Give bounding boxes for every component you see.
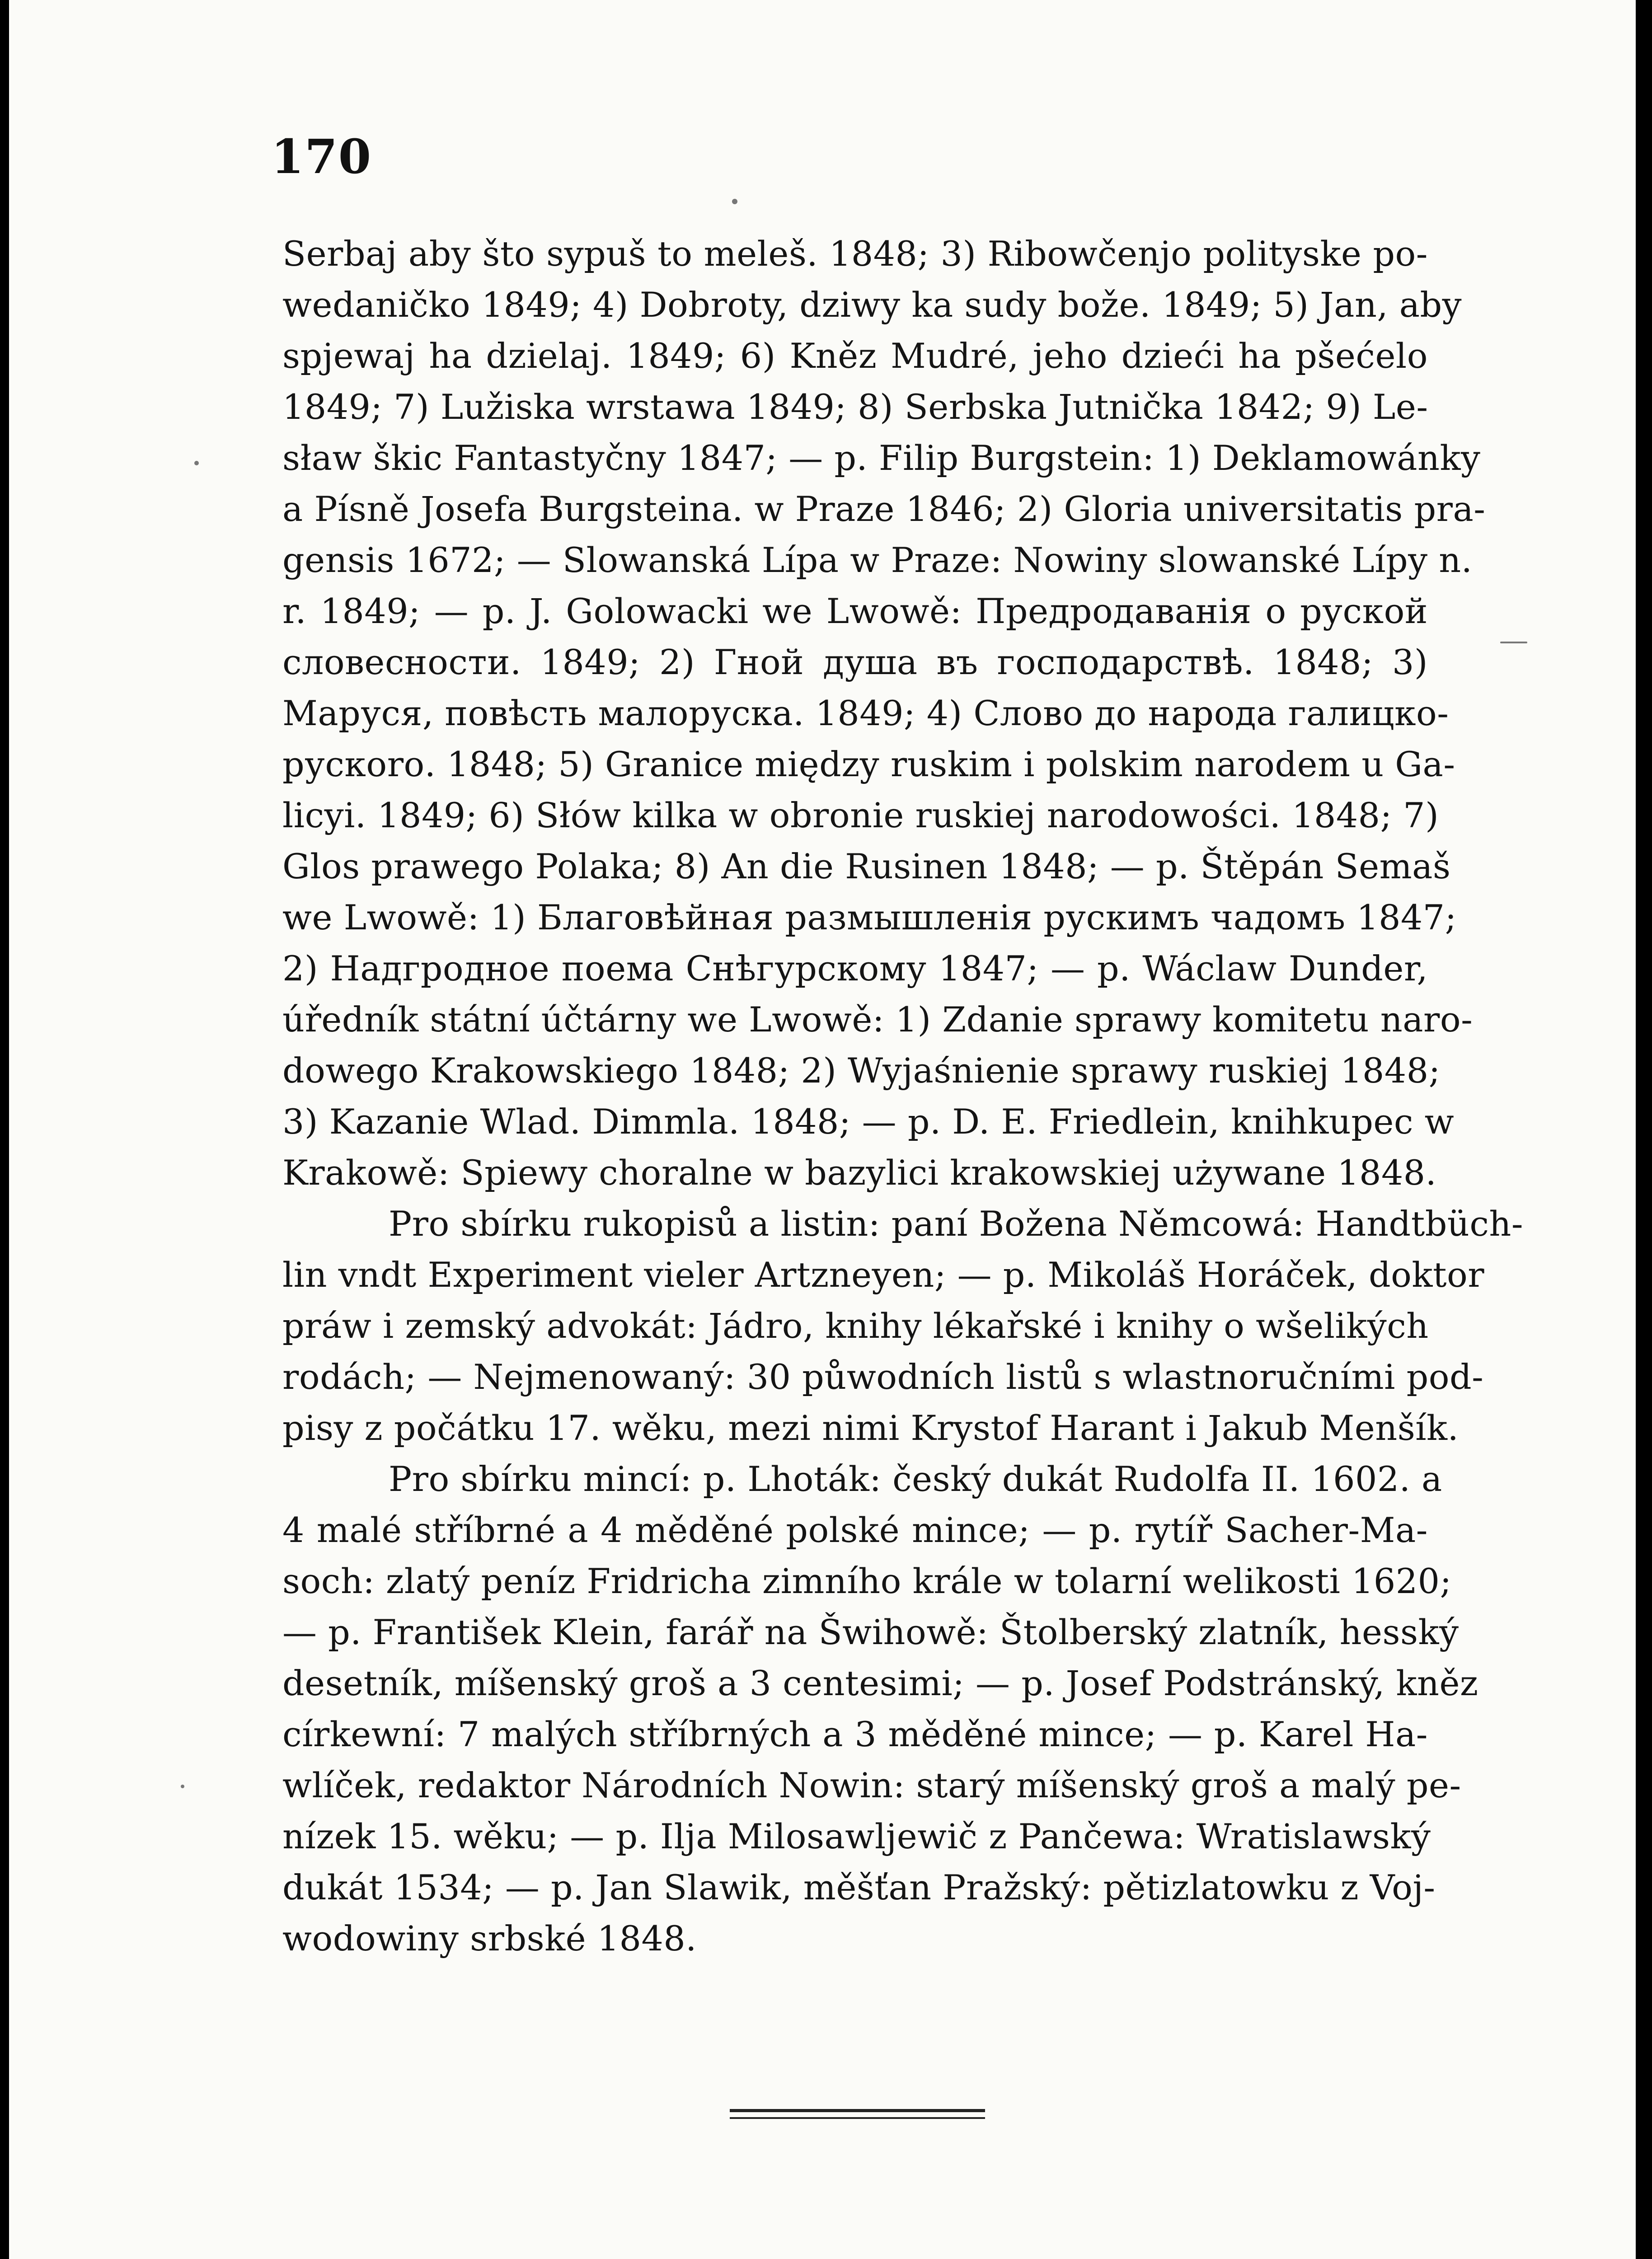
text-line: licyi. 1849; 6) Słów kilka w obronie ruskiej narodowości. 1848; 7) — [282, 795, 1439, 835]
text-line: lin vndt Experiment vieler Artzneyen; — p. Mikoláš Horáček, doktor — [282, 1255, 1485, 1295]
scan-speck — [181, 1785, 184, 1788]
text-line: pisy z počátku 17. wěku, mezi nimi Krystof Harant i Jakub Menšík. — [282, 1408, 1459, 1448]
scan-border — [1636, 0, 1652, 2259]
scan-speck — [194, 461, 199, 465]
text-line: — p. František Klein, farář na Šwihowě: Štolberský zlatník, hesský — [282, 1612, 1459, 1652]
text-line: 4 malé stříbrné a 4 měděné polské mince; — p. rytíř Sacher-Ma- — [282, 1510, 1428, 1550]
text-line: we Lwowě: 1) Благовѣйная размышленія рускимъ чадомъ 1847; — [282, 897, 1457, 937]
text-line: Krakowě: Spiewy choralne w bazylici krakowskiej używane 1848. — [282, 1153, 1437, 1193]
text-line: desetník, míšenský groš a 3 centesimi; — p. Josef Podstránský, kněz — [282, 1663, 1478, 1703]
text-line: Glos prawego Polaka; 8) An die Rusinen 1848; — p. Štěpán Semaš — [282, 846, 1451, 886]
text-line: словесности. 1849; 2) Гной душа въ господарствѣ. 1848; 3) — [282, 642, 1428, 682]
scan-speck — [732, 199, 737, 204]
text-line: 1849; 7) Lužiska wrstawa 1849; 8) Serbska Jutnička 1842; 9) Le- — [282, 387, 1428, 427]
text-line: sław škic Fantastyčny 1847; — p. Filip Burgstein: 1) Deklamowánky — [282, 438, 1481, 478]
paragraph-start: Pro sbírku mincí: p. Lhoták: český dukát Rudolfa II. 1602. a — [389, 1459, 1442, 1499]
text-line: úředník státní účtárny we Lwowě: 1) Zdanie sprawy komitetu naro- — [282, 999, 1473, 1040]
text-line: soch: zlatý peníz Fridricha zimního krále w tolarní welikosti 1620; — [282, 1561, 1452, 1601]
scan-speck — [1500, 642, 1527, 643]
text-line: rodách; — Nejmenowaný: 30 půwodních listů s wlastnoručními pod- — [282, 1357, 1484, 1397]
text-line: Serbaj aby što sypuš to meleš. 1848; 3) Ribowčenjo polityske po- — [282, 234, 1428, 274]
text-line: wodowiny srbské 1848. — [282, 1918, 697, 1959]
paragraph-start: Pro sbírku rukopisů a listin: paní Božena Němcowá: Handtbüch- — [389, 1204, 1524, 1244]
end-rule-thick — [730, 2109, 985, 2112]
text-line: dowego Krakowskiego 1848; 2) Wyjaśnienie sprawy ruskiej 1848; — [282, 1050, 1441, 1091]
text-line: wlíček, redaktor Národních Nowin: starý míšenský groš a malý pe- — [282, 1765, 1461, 1805]
text-line: práw i zemský advokát: Jádro, knihy lékařské i knihy o wšelikých — [282, 1306, 1429, 1346]
text-line: wedaničko 1849; 4) Dobroty, dziwy ka sudy bože. 1849; 5) Jan, aby — [282, 285, 1462, 325]
document-page — [9, 0, 1636, 2259]
text-line: spjewaj ha dzielaj. 1849; 6) Kněz Mudré, jeho dzieći ha pšećelo — [282, 336, 1428, 376]
text-line: církewní: 7 malých stříbrných a 3 měděné mince; — p. Karel Ha- — [282, 1714, 1428, 1754]
text-line: gensis 1672; — Slowanská Lípa w Praze: Nowiny slowanské Lípy n. — [282, 540, 1473, 580]
text-line: 2) Надгродное поема Снѣгурскому 1847; — p. Wáclaw Dunder, — [282, 948, 1428, 989]
body-text — [282, 228, 1524, 1964]
text-line: r. 1849; — p. J. Golowacki we Lwowě: Предродаванія о руской — [282, 591, 1428, 631]
end-rule-thin — [730, 2117, 985, 2119]
text-line: рускоrо. 1848; 5) Granice między ruskim i polskim narodem u Ga- — [282, 744, 1455, 784]
text-line: a Písně Josefa Burgsteina. w Praze 1846; 2) Gloria universitatis pra- — [282, 489, 1486, 529]
text-line: dukát 1534; — p. Jan Slawik, měšťan Pražský: pětizlatowku z Voj- — [282, 1867, 1436, 1907]
page-number: 170 — [271, 129, 372, 184]
text-line: Маруся, повѣсть малоруска. 1849; 4) Слово до народа галицко- — [282, 693, 1449, 733]
text-line: nízek 15. wěku; — p. Ilja Milosawljewič z Pančewa: Wratislawský — [282, 1816, 1431, 1856]
text-line: 3) Kazanie Wlad. Dimmla. 1848; — p. D. E. Friedlein, knihkupec w — [282, 1101, 1455, 1142]
